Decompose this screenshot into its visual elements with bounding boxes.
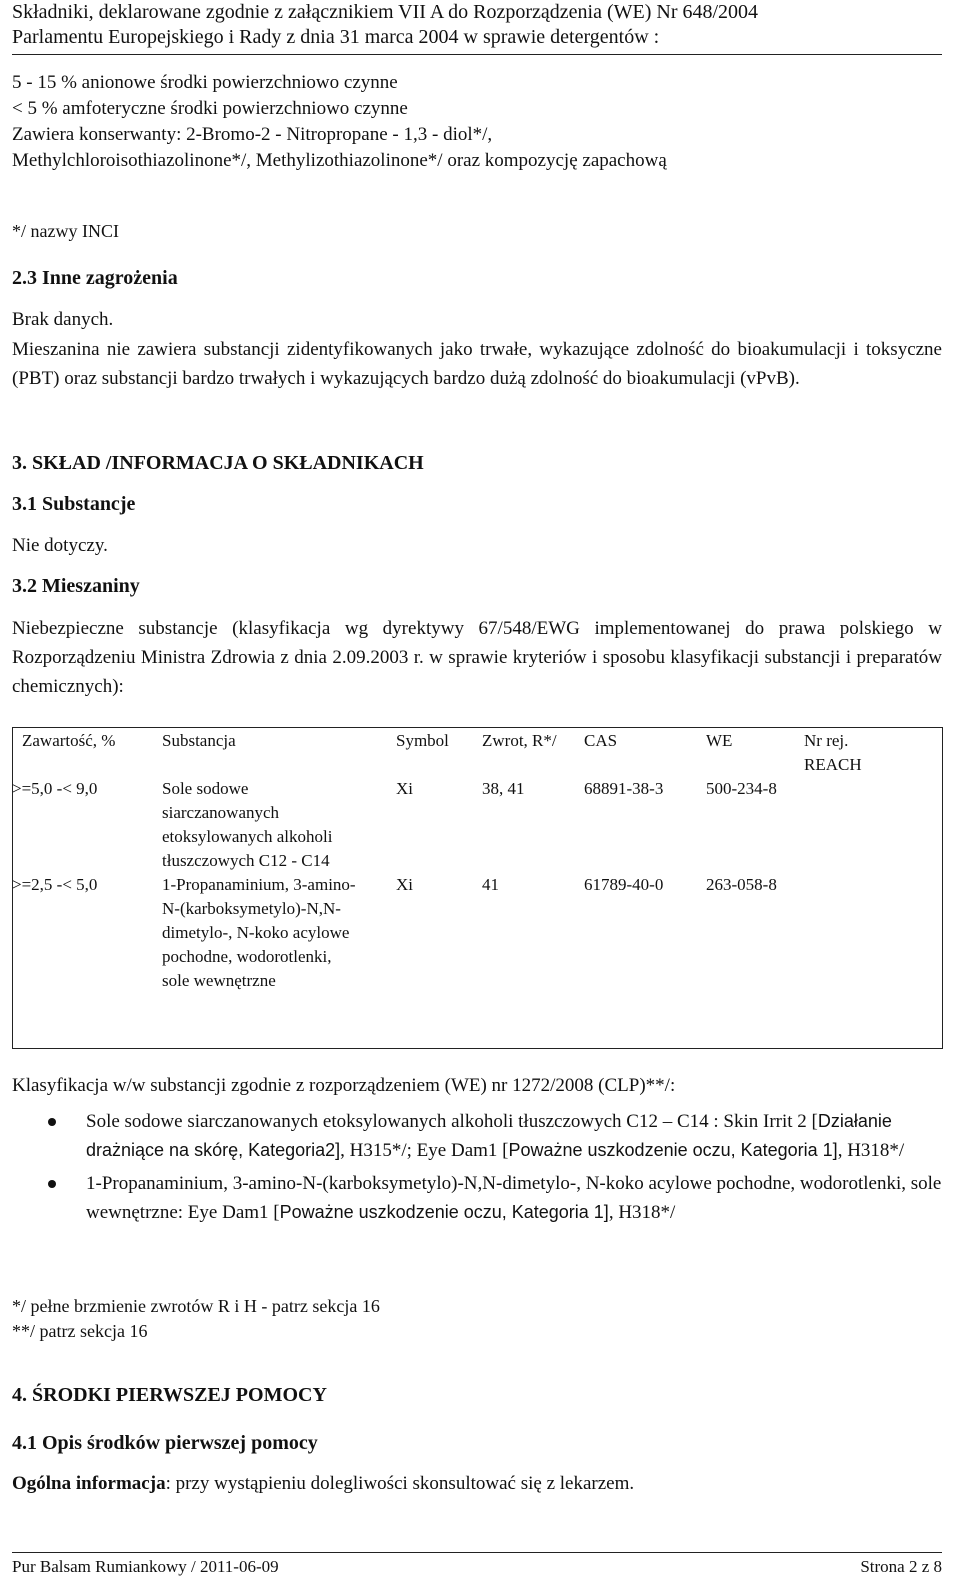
cell-content: >=2,5 -< 5,0: [12, 875, 98, 894]
cell-symbol: Xi: [396, 779, 413, 798]
section-2-3-title: 2.3 Inne zagrożenia: [12, 267, 178, 289]
section-3-2-title: 3.2 Mieszaniny: [12, 575, 140, 597]
footer-page-number: Strona 2 z 8: [860, 1557, 942, 1576]
cell-phrase: 41: [482, 875, 499, 894]
header-cas: CAS: [584, 731, 618, 750]
cell-symbol: Xi: [396, 875, 413, 894]
cell-substance: 1-Propanaminium, 3-amino-N-(karboksymetylo)-N,N-dimetylo-, N-koko acylowe pochodne, wodorotlenki, sole wewnętrzne: [162, 875, 356, 990]
ingredient-line: 5 - 15 % anionowe środki powierzchniowo czynne: [12, 72, 398, 93]
section-4-title: 4. ŚRODKI PIERWSZEJ POMOCY: [12, 1384, 327, 1406]
cell-reach: [804, 777, 942, 873]
classification-list: [12, 1107, 942, 1227]
note-2: **/ patrz sekcja 16: [12, 1321, 148, 1341]
classification-item: [12, 1169, 942, 1227]
ingredients-block: [12, 70, 942, 174]
cell-cas: 61789-40-0: [584, 875, 664, 894]
general-info-text: : przy wystąpieniu dolegliwości skonsultować się z lekarzem.: [165, 1473, 635, 1494]
cell-we: 500-234-8: [706, 779, 777, 798]
ingredient-line: Zawiera konserwanty: 2-Bromo-2 - Nitropropane - 1,3 - diol*/,: [12, 124, 493, 145]
inci-note: */ nazwy INCI: [12, 221, 119, 241]
page-footer: [12, 1552, 942, 1577]
header-substance: Substancja: [162, 731, 236, 750]
header-content: Zawartość, %: [22, 731, 116, 750]
section-3-1-title: 3.1 Substancje: [12, 493, 136, 515]
notes-block: [12, 1294, 942, 1344]
header-line-1: Składniki, deklarowane zgodnie z załącznikiem VII A do Rozporządzenia (WE) Nr 648/2004: [12, 1, 759, 23]
classification-text: , H318*/: [837, 1140, 905, 1161]
classification-intro: Klasyfikacja w/w substancji zgodnie z rozporządzeniem (WE) nr 1272/2008 (CLP)**/:: [12, 1075, 676, 1096]
section-4-1-title: 4.1 Opis środków pierwszej pomocy: [12, 1432, 318, 1454]
classification-item: [12, 1107, 942, 1165]
table-row: [12, 873, 942, 993]
header-line-2: Parlamentu Europejskiego i Rady z dnia 31 marca 2004 w sprawie detergentów :: [12, 26, 660, 48]
header-symbol: Symbol: [396, 731, 449, 750]
cell-content: >=5,0 -< 9,0: [12, 779, 98, 798]
cell-we: 263-058-8: [706, 875, 777, 894]
table-header-row: [12, 727, 942, 777]
cell-cas: 68891-38-3: [584, 779, 664, 798]
section-2-3-text-1: Brak danych.: [12, 309, 114, 330]
bullet-icon: [48, 1180, 56, 1188]
classification-text: Sole sodowe siarczanowanych etoksylowanych alkoholi tłuszczowych C12 – C14 : Skin Irrit 2 [: [86, 1111, 818, 1132]
page-header: [12, 0, 942, 55]
header-phrase: Zwrot, R*/: [482, 731, 557, 750]
classification-hazard-text: Poważne uszkodzenie oczu, Kategoria 1]: [279, 1202, 609, 1222]
ingredient-line: < 5 % amfoteryczne środki powierzchniowo czynne: [12, 98, 408, 119]
header-reach: Nr rej. REACH: [804, 731, 862, 774]
cell-reach: [804, 873, 942, 993]
cell-phrase: 38, 41: [482, 779, 525, 798]
classification-text: , H315*/; Eye Dam1 [: [340, 1140, 509, 1161]
general-info-label: Ogólna informacja: [12, 1473, 166, 1494]
note-1: */ pełne brzmienie zwrotów R i H - patrz sekcja 16: [12, 1296, 380, 1316]
classification-hazard-text: Działanie drażniące na skórę, Kategoria2]: [86, 1111, 892, 1160]
section-3-title: 3. SKŁAD /INFORMACJA O SKŁADNIKACH: [12, 452, 424, 474]
composition-table: [12, 727, 942, 993]
general-info: [12, 1471, 942, 1497]
section-3-2-text: Niebezpieczne substancje (klasyfikacja wg dyrektywy 67/548/EWG implementowanej do prawa polskiego w Rozporządzeniu Ministra Zdrowia z dnia 2.09.2003 r. w sprawie kryteriów i sposobu klasyfikacji substancji i preparatów chemicznych):: [12, 618, 942, 697]
footer-document-info: Pur Balsam Rumiankowy / 2011-06-09: [12, 1557, 279, 1576]
ingredient-line: Methylchloroisothiazolinone*/, Methylizothiazolinone*/ oraz kompozycję zapachową: [12, 150, 667, 171]
header-we: WE: [706, 731, 733, 750]
section-3-1-text: Nie dotyczy.: [12, 535, 108, 556]
classification-hazard-text: Poważne uszkodzenie oczu, Kategoria 1]: [508, 1140, 838, 1160]
bullet-icon: [48, 1118, 56, 1126]
section-2-3-text-2: Mieszanina nie zawiera substancji zidentyfikowanych jako trwałe, wykazujące zdolność do bioakumulacji i toksyczne (PBT) oraz substancji bardzo trwałych i wykazujących bardzo dużą zdolność do bioakumulacji (vPvB).: [12, 339, 942, 389]
table-row: [12, 777, 942, 873]
classification-text: , H318*/: [608, 1202, 676, 1223]
cell-substance: Sole sodowe siarczanowanych etoksylowanych alkoholi tłuszczowych C12 - C14: [162, 779, 333, 870]
classification-text: 1-Propanaminium, 3-amino-N-(karboksymetylo)-N,N-dimetylo-, N-koko acylowe pochodne, wodorotlenki, sole wewnętrzne: Eye Dam1 [: [86, 1173, 942, 1223]
